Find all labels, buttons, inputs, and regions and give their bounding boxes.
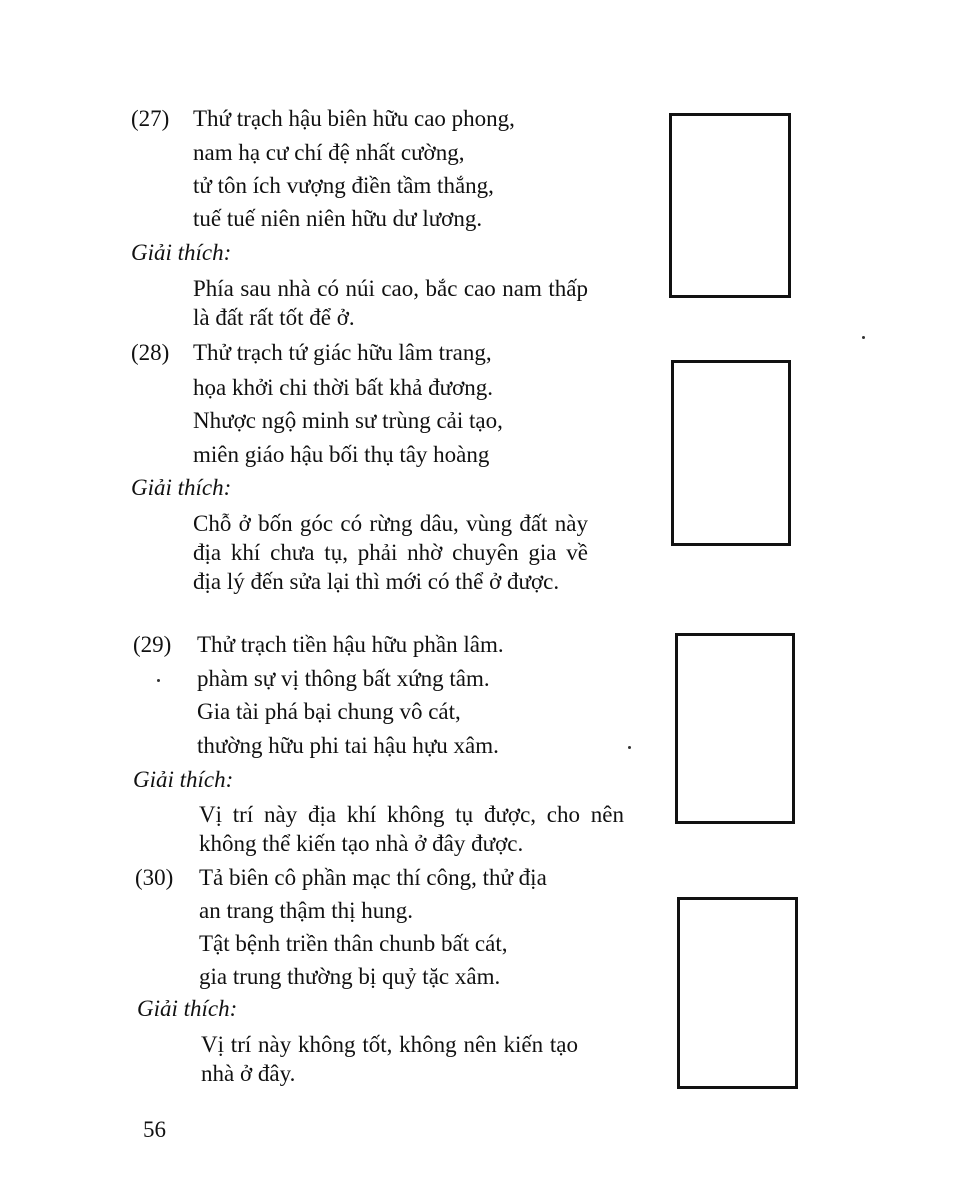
explanation-text (199, 800, 624, 858)
verse-line: Thử trạch tứ giác hữu lâm trang, (193, 340, 492, 365)
verse-line: miên giáo hậu bối thụ tây hoàng (193, 442, 490, 467)
explanation-text (193, 509, 588, 596)
site-diagram-box (671, 360, 791, 546)
interpretation-label: Giải thích: (131, 475, 232, 500)
verse-number: (29) (133, 632, 172, 657)
print-speck (157, 679, 160, 682)
interpretation-label: Giải thích: (133, 767, 234, 792)
explanation-text (193, 274, 588, 332)
print-speck (862, 336, 865, 339)
explanation-paragraph: Chỗ ở bốn góc có rừng dâu, vùng đất này địa khí chưa tụ, phải nhờ chuyên gia về địa lý đến sửa lại thì mới có thể ở được. (193, 511, 588, 594)
explanation-paragraph: Vị trí này địa khí không tụ được, cho nên không thể kiến tạo nhà ở đây được. (199, 802, 624, 856)
verse-line: Tả biên cô phần mạc thí công, thử địa (199, 865, 547, 890)
site-diagram-box (675, 633, 795, 824)
verse-number: (28) (131, 340, 170, 365)
print-speck (628, 746, 631, 749)
verse-line: an trang thậm thị hung. (199, 898, 413, 923)
explanation-paragraph: Vị trí này không tốt, không nên kiến tạo nhà ở đây. (201, 1032, 578, 1086)
verse-line: họa khởi chi thời bất khả đương. (193, 375, 493, 400)
explanation-paragraph: Phía sau nhà có núi cao, bắc cao nam thấp là đất rất tốt để ở. (193, 276, 588, 330)
verse-line: Thứ trạch hậu biên hữu cao phong, (193, 106, 515, 131)
page-number: 56 (143, 1117, 166, 1142)
interpretation-label: Giải thích: (131, 240, 232, 265)
verse-line: thường hữu phi tai hậu hựu xâm. (197, 733, 499, 758)
verse-line: tuế tuế niên niên hữu dư lương. (193, 206, 483, 231)
site-diagram-box (669, 113, 791, 298)
verse-line: Gia tài phá bại chung vô cát, (197, 699, 461, 724)
verse-line: Tật bệnh triền thân chunb bất cát, (199, 931, 508, 956)
verse-number: (30) (135, 865, 174, 890)
verse-line: Nhược ngộ minh sư trùng cải tạo, (193, 408, 503, 433)
site-diagram-box (677, 897, 798, 1089)
verse-line: Thử trạch tiền hậu hữu phần lâm. (197, 632, 504, 657)
interpretation-label: Giải thích: (137, 996, 238, 1021)
verse-line: nam hạ cư chí đệ nhất cường, (193, 140, 465, 165)
verse-number: (27) (131, 106, 170, 131)
verse-line: gia trung thường bị quỷ tặc xâm. (199, 964, 501, 989)
explanation-text (201, 1030, 578, 1088)
verse-line: tử tôn ích vượng điền tầm thắng, (193, 173, 494, 198)
verse-line: phàm sự vị thông bất xứng tâm. (197, 666, 490, 691)
